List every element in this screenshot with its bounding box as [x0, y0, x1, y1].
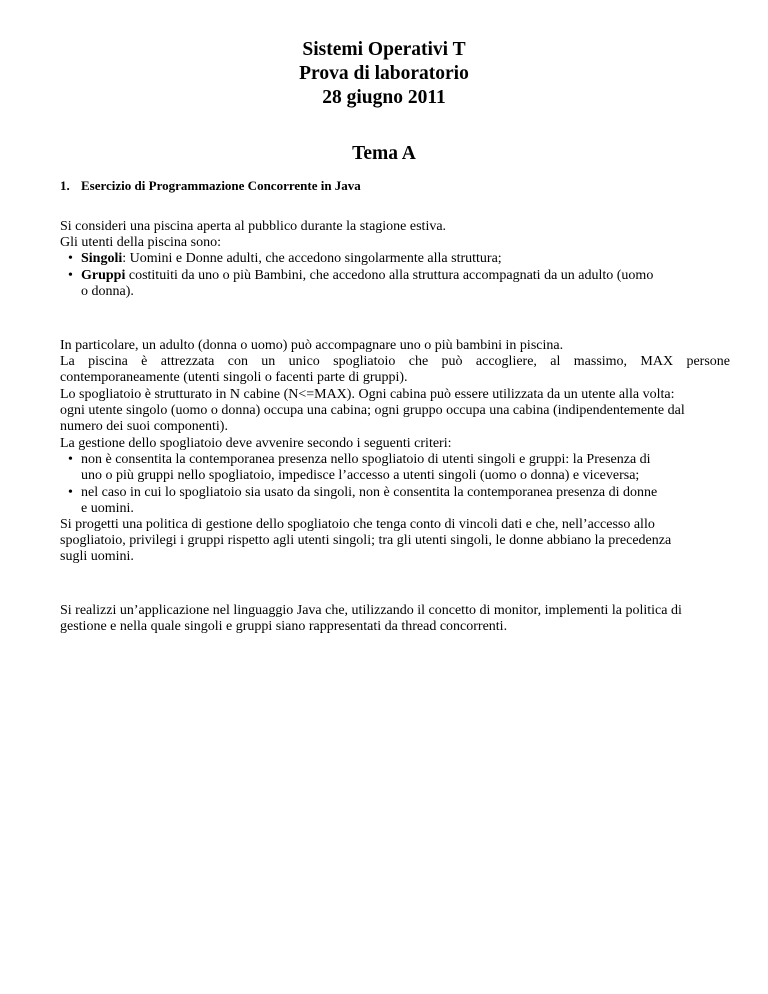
- criteria-list: [60, 452, 730, 517]
- text-line: contemporaneamente (utenti singoli o facenti parte di gruppi).: [60, 370, 408, 386]
- list-item: [60, 452, 730, 484]
- user-types-list: [60, 251, 730, 300]
- list-item-text: o donna).: [81, 283, 134, 299]
- text-line: La gestione dello spogliatoio deve avvenire secondo i seguenti criteri:: [60, 436, 452, 451]
- paragraph-4: [60, 603, 730, 635]
- text-line: Lo spogliatoio è strutturato in N cabine (N<=MAX). Ogni cabina può essere utilizzata da un utente alla volta:: [60, 386, 675, 402]
- list-item: [60, 268, 730, 300]
- bullet-icon: •: [68, 251, 73, 267]
- section-heading: [60, 177, 361, 195]
- list-item-text: : Uomini e Donne adulti, che accedono singolarmente alla struttura;: [122, 251, 502, 267]
- text-line: Si realizzi un’applicazione nel linguaggio Java che, utilizzando il concetto di monitor, implementi la politica di: [60, 603, 682, 618]
- list-item-term: Singoli: [81, 251, 123, 267]
- text-line: spogliatoio, privilegi i gruppi rispetto agli utenti singoli; tra gli utenti singoli, le donne abbiano la precedenza: [60, 533, 672, 549]
- paragraph-2: [60, 338, 730, 435]
- section-title: Esercizio di Programmazione Concorrente in Java: [81, 178, 361, 193]
- text-line: numero dei suoi componenti).: [60, 419, 228, 435]
- list-item: [60, 251, 730, 267]
- list-item-text: e uomini.: [81, 500, 134, 516]
- text-line: Si progetti una politica di gestione dello spogliatoio che tenga conto di vincoli dati e che, nell’accesso allo: [60, 517, 655, 533]
- tema-title: Tema A: [352, 143, 416, 164]
- bullet-icon: •: [68, 452, 73, 468]
- intro-line: Gli utenti della piscina sono:: [60, 235, 221, 251]
- list-item-term: Gruppi: [81, 267, 126, 283]
- paragraph-3: [60, 436, 730, 566]
- exam-date: 28 giugno 2011: [322, 87, 446, 108]
- text-line: ogni utente singolo (uomo o donna) occupa una cabina; ogni gruppo occupa una cabina (indipendentemente dal: [60, 402, 685, 418]
- text-line: sugli uomini.: [60, 549, 134, 565]
- list-item-text: nel caso in cui lo spogliatoio sia usato da singoli, non è consentita la contemporanea presenza di donne: [81, 484, 658, 500]
- list-item: [60, 485, 730, 517]
- list-item-text: non è consentita la contemporanea presenza nello spogliatoio di utenti singoli e gruppi: la Presenza di: [81, 452, 651, 468]
- course-title: Sistemi Operativi T: [302, 39, 466, 60]
- text-line: La piscina è attrezzata con un unico spogliatoio che può accogliere, al massimo, MAX persone: [60, 354, 730, 370]
- text-line: In particolare, un adulto (donna o uomo) può accompagnare uno o più bambini in piscina.: [60, 338, 564, 353]
- list-item-text: costituiti da uno o più Bambini, che accedono alla struttura accompagnati da un adulto (uomo: [125, 267, 654, 283]
- bullet-icon: •: [68, 267, 73, 283]
- exam-title: Prova di laboratorio: [299, 63, 469, 84]
- intro-line: Si consideri una piscina aperta al pubblico durante la stagione estiva.: [60, 219, 447, 234]
- bullet-icon: •: [68, 484, 73, 500]
- text-line: gestione e nella quale singoli e gruppi siano rappresentati da thread concorrenti.: [60, 619, 508, 635]
- intro-paragraph: [60, 219, 730, 300]
- document-header: [0, 38, 768, 110]
- list-item-text: uno o più gruppi nello spogliatoio, impedisce l’accesso a utenti singoli (uomo o donna) e viceversa;: [81, 468, 640, 484]
- section-number: 1.: [60, 178, 70, 193]
